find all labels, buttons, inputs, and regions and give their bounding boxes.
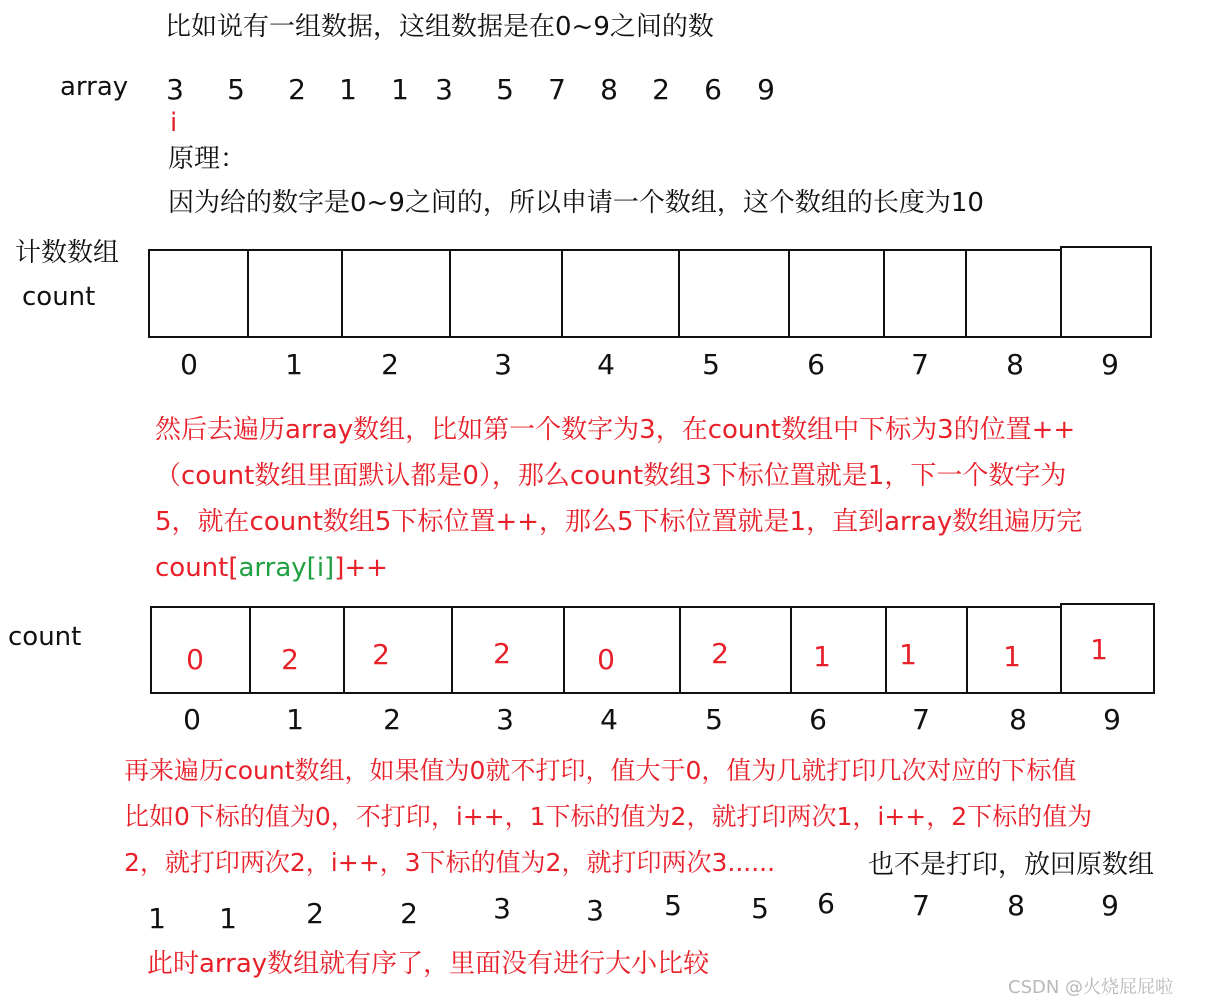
sorted-value: 8 (1007, 889, 1025, 922)
count-cell (965, 249, 1062, 338)
index-label: 3 (494, 348, 512, 381)
count-cell (788, 249, 885, 338)
count-value: 1 (1003, 640, 1021, 673)
sorted-value: 1 (148, 902, 166, 935)
explain-line: 比如0下标的值为0，不打印，i++，1下标的值为2，就打印两次1，i++，2下标的值为 (124, 802, 1093, 831)
index-label: 8 (1006, 348, 1024, 381)
count-value: 1 (813, 640, 831, 673)
count-value: 2 (372, 638, 390, 671)
sorted-value: 5 (664, 889, 682, 922)
index-label: 5 (705, 703, 723, 736)
traverse-explain (155, 407, 1082, 591)
index-label: 2 (381, 348, 399, 381)
index-label: 6 (809, 703, 827, 736)
index-label: 4 (597, 348, 615, 381)
index-label: 5 (702, 348, 720, 381)
explain-line: 5，就在count数组5下标位置++，那么5下标位置就是1，直到array数组遍历完 (155, 507, 1083, 537)
array-value: 5 (227, 73, 245, 106)
formula-prefix: count[ (155, 553, 239, 583)
sorted-value: 5 (751, 892, 769, 925)
sorted-value: 6 (817, 887, 835, 920)
array-label: array (60, 72, 129, 102)
formula-inner: array[i] (238, 553, 335, 583)
explain-line: （count数组里面默认都是0），那么count数组3下标位置就是1，下一个数字为 (155, 461, 1067, 491)
sorted-value: 3 (493, 892, 511, 925)
array-value: 8 (600, 73, 618, 106)
explain-line: 2，就打印两次2，i++，3下标的值为2，就打印两次3...... (124, 848, 776, 877)
sorted-value: 2 (306, 897, 324, 930)
note-black: 也不是打印，放回原数组 (868, 850, 1155, 880)
count-cell (678, 249, 790, 338)
index-label: 2 (383, 703, 401, 736)
count-cell (561, 249, 680, 338)
sorted-value: 3 (586, 894, 604, 927)
explain-line: 然后去遍历array数组，比如第一个数字为3，在count数组中下标为3的位置++ (155, 415, 1076, 445)
index-label: 7 (911, 348, 929, 381)
count-cell (343, 606, 453, 694)
index-label: 4 (600, 703, 618, 736)
count-cell (563, 606, 681, 694)
count-cell (449, 249, 563, 338)
formula-suffix: ]++ (334, 553, 388, 583)
count-value: 2 (493, 637, 511, 670)
watermark: CSDN @火烧屁屁啦 (1008, 977, 1174, 998)
conclusion-text: 此时array数组就有序了，里面没有进行大小比较 (147, 949, 710, 979)
index-label: 3 (496, 703, 514, 736)
intro-text: 比如说有一组数据，这组数据是在0~9之间的数 (165, 12, 714, 42)
count-label-2: count (8, 622, 82, 652)
count-cell (148, 249, 249, 338)
sorted-value: 1 (219, 902, 237, 935)
index-label: 9 (1103, 703, 1121, 736)
array-value: 1 (391, 73, 409, 106)
array-value: 5 (496, 73, 514, 106)
count-cell (1060, 246, 1152, 338)
index-label: 7 (912, 703, 930, 736)
count-value: 1 (1090, 633, 1108, 666)
index-label: 9 (1101, 348, 1119, 381)
count-value: 0 (597, 643, 615, 676)
sorted-value: 7 (912, 889, 930, 922)
count-value: 2 (711, 637, 729, 670)
pointer-i: i (170, 108, 178, 138)
sorted-value: 9 (1101, 889, 1119, 922)
count-cell (885, 606, 968, 694)
array-value: 2 (288, 73, 306, 106)
count-array-label-cn: 计数数组 (15, 238, 120, 268)
array-value: 2 (652, 73, 670, 106)
array-value: 1 (339, 73, 357, 106)
array-value: 3 (435, 73, 453, 106)
count-cell (883, 249, 967, 338)
index-label: 0 (183, 703, 201, 736)
index-label: 6 (807, 348, 825, 381)
count-cell (341, 249, 451, 338)
count-label: count (22, 282, 96, 312)
principle-text: 因为给的数字是0~9之间的，所以申请一个数组，这个数组的长度为10 (168, 188, 984, 218)
index-label: 8 (1009, 703, 1027, 736)
array-value: 7 (548, 73, 566, 106)
count-value: 0 (186, 643, 204, 676)
array-value: 6 (704, 73, 722, 106)
index-label: 0 (180, 348, 198, 381)
count-cell (679, 606, 792, 694)
count-cell (790, 606, 887, 694)
count-cell (247, 249, 343, 338)
index-label: 1 (285, 348, 303, 381)
index-label: 1 (286, 703, 304, 736)
array-value: 3 (166, 73, 184, 106)
count-value: 2 (281, 643, 299, 676)
explain-line: 再来遍历count数组，如果值为0就不打印，值大于0，值为几就打印几次对应的下标值 (124, 756, 1077, 785)
formula (155, 545, 1082, 591)
principle-title: 原理： (168, 144, 247, 174)
sorted-value: 2 (400, 897, 418, 930)
count-value: 1 (899, 638, 917, 671)
array-value: 9 (757, 73, 775, 106)
